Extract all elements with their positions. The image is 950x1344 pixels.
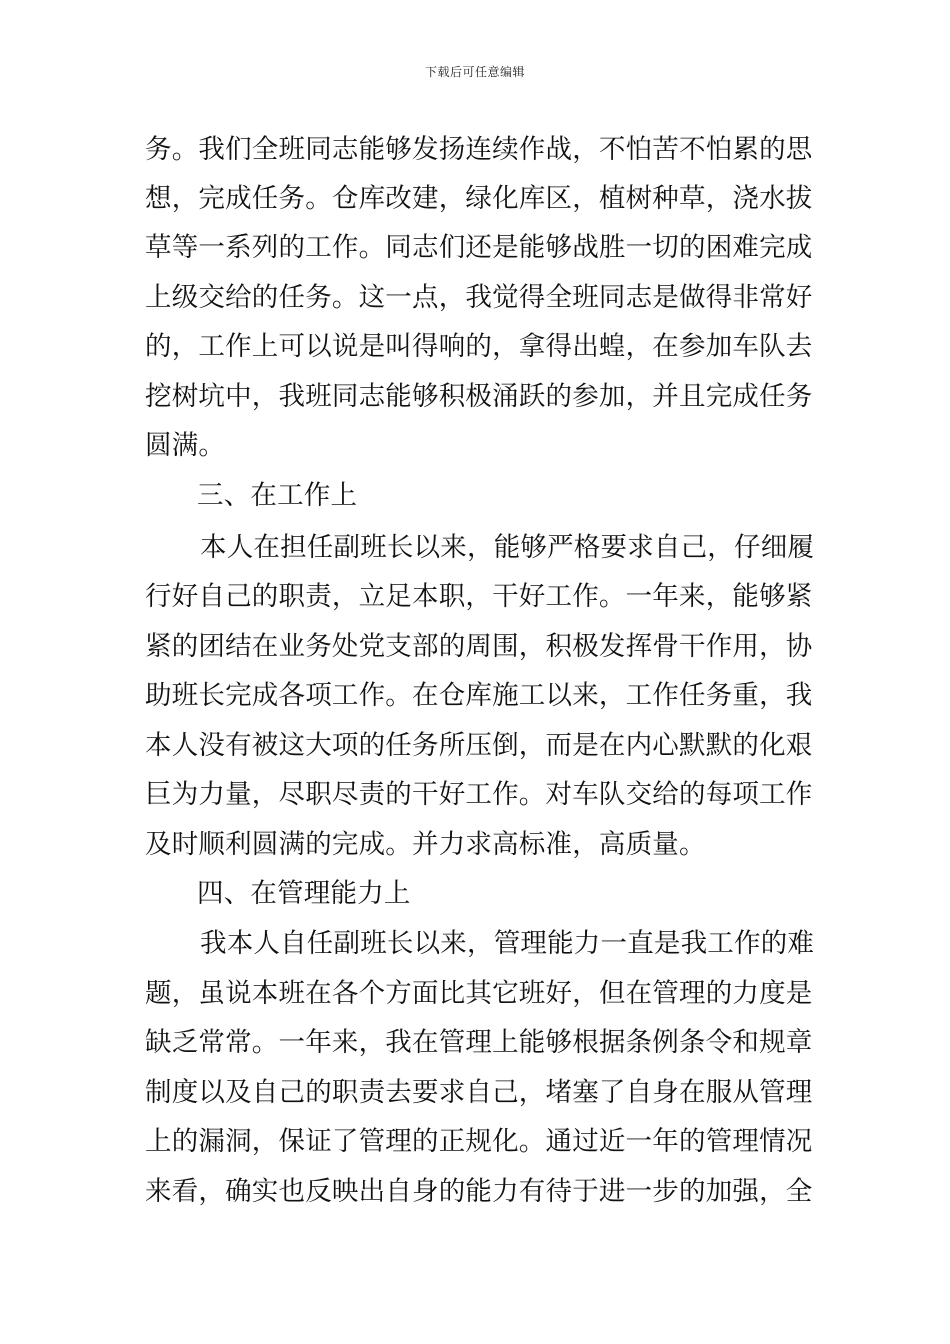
paragraph-line: 巨为力量，尽职尽责的干好工作。对车队交给的每项工作 — [145, 779, 813, 810]
page-header: 下载后可任意编辑 — [424, 65, 525, 79]
paragraph-line: 制度以及自己的职责去要求自己，堵塞了自身在服从管理 — [145, 1077, 813, 1108]
paragraph-line: 想，完成任务。仓库改建，绿化库区，植树种草，浇水拔 — [145, 183, 813, 214]
paragraph-line: 题，虽说本班在各个方面比其它班好，但在管理的力度是 — [145, 978, 813, 1009]
paragraph-line: 本人在担任副班长以来，能够严格要求自己，仔细履 — [200, 532, 815, 563]
paragraph-line: 圆满。 — [145, 430, 226, 461]
paragraph-line: 紧的团结在业务处党支部的周围，积极发挥骨干作用，协 — [145, 631, 813, 662]
paragraph-line: 务。我们全班同志能够发扬连续作战，不怕苦不怕累的思 — [145, 134, 813, 165]
paragraph-line: 缺乏常常。一年来，我在管理上能够根据条例条令和规章 — [145, 1027, 813, 1058]
section-heading: 三、在工作上 — [197, 480, 358, 511]
paragraph-line: 行好自己的职责，立足本职，干好工作。一年来，能够紧 — [145, 581, 813, 612]
paragraph-line: 上的漏洞，保证了管理的正规化。通过近一年的管理情况 — [145, 1126, 813, 1157]
paragraph-line: 我本人自任副班长以来，管理能力一直是我工作的难 — [200, 928, 815, 959]
paragraph-line: 来看，确实也反映出自身的能力有待于进一步的加强，全 — [145, 1176, 813, 1207]
paragraph-line: 助班长完成各项工作。在仓库施工以来，工作任务重，我 — [145, 680, 813, 711]
section-heading: 四、在管理能力上 — [197, 878, 411, 909]
paragraph-line: 及时顺利圆满的完成。并力求高标准，高质量。 — [145, 829, 706, 860]
paragraph-line: 上级交给的任务。这一点，我觉得全班同志是做得非常好 — [145, 282, 813, 313]
paragraph-line: 草等一系列的工作。同志们还是能够战胜一切的困难完成 — [145, 232, 813, 263]
paragraph-line: 的，工作上可以说是叫得响的，拿得出蝗，在参加车队去 — [145, 331, 813, 362]
paragraph-line: 挖树坑中，我班同志能够积极涌跃的参加，并且完成任务 — [145, 381, 813, 412]
paragraph-line: 本人没有被这大项的任务所压倒，而是在内心默默的化艰 — [145, 730, 813, 761]
